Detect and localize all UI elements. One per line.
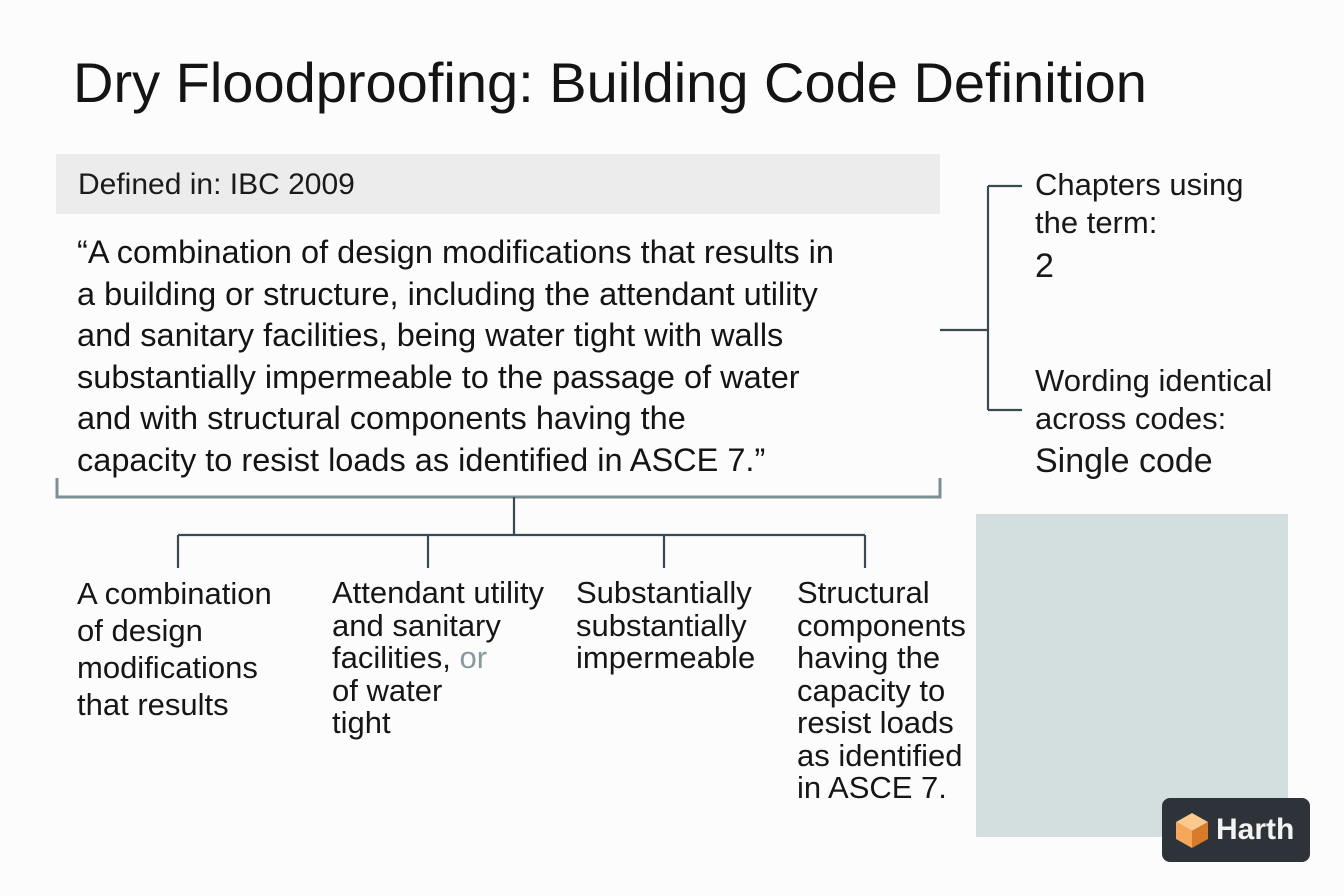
- definition-line: “A combination of design modifications that results in: [77, 234, 834, 270]
- branch-structural-components: Structural components having the capacity to resist loads as identified in ASCE 7.: [797, 575, 966, 805]
- placeholder-box: [976, 514, 1288, 837]
- definition-line: a building or structure, including the attendant utility: [77, 275, 818, 312]
- branch-impermeable: Substantially substantially impermeable: [576, 575, 756, 675]
- chapters-value: 2: [1035, 247, 1054, 285]
- defined-in-label: Defined in: IBC 2009: [78, 168, 355, 201]
- cube-logo-icon: [1172, 810, 1212, 850]
- side-connector: [940, 186, 1022, 410]
- definition-line: capacity to resist loads as identified in ASCE 7.”: [77, 441, 766, 478]
- definition-line: substantially impermeable to the passage of water: [77, 358, 800, 395]
- wording-label: Wording identical across codes:: [1035, 363, 1273, 436]
- wording-value: Single code: [1035, 442, 1213, 480]
- definition-line: and sanitary facilities, being water tight with walls: [77, 317, 784, 353]
- page-title: Dry Floodproofing: Building Code Definition: [73, 51, 1147, 114]
- chapters-label: Chapters using the term:: [1035, 167, 1244, 240]
- branch-tree: [178, 497, 865, 568]
- harth-logo: [1162, 798, 1310, 862]
- definition-line: and with structural components having the: [77, 400, 686, 436]
- branch-attendant-utility: Attendant utility and sanitary facilities, or of water tight: [332, 575, 544, 740]
- logo-wordmark: Harth: [1216, 813, 1295, 846]
- branch-combination: A combination of design modifications that results: [77, 576, 272, 722]
- quote-bracket: [57, 478, 940, 497]
